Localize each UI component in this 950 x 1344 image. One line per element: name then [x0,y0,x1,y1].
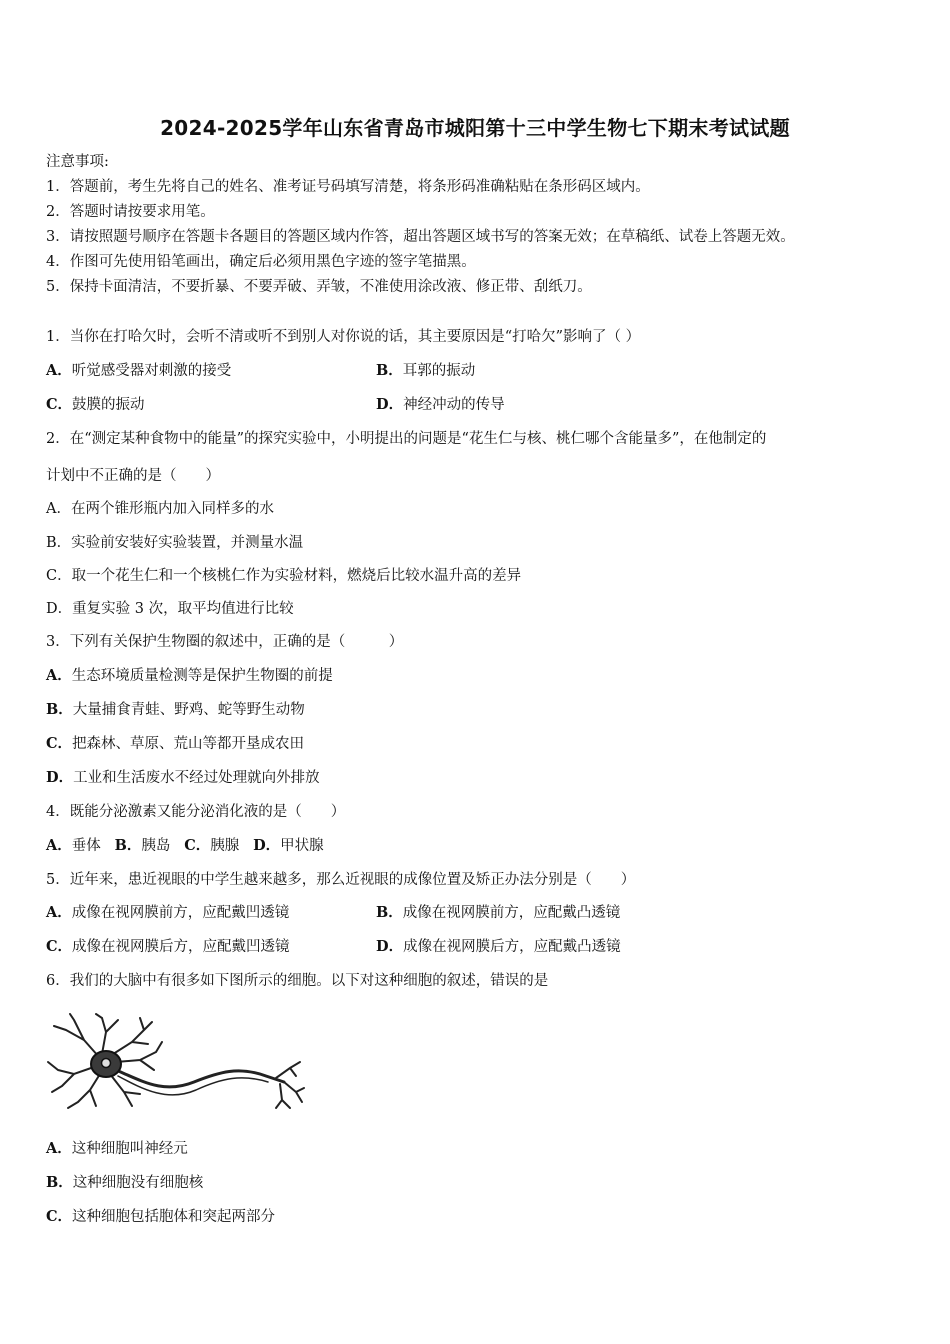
option-c: 胰腺 [210,838,240,854]
option-a: 垂体 [71,838,101,854]
option-c: 鼓膜的振动 [72,397,145,413]
option-c: C．把森林、草原、荒山等都开垦成农田 [46,735,305,752]
page-title: 2024-2025学年山东省青岛市城阳第十三中学生物七下期末考试试题 [160,116,790,140]
question-1-options-row-1 [46,361,906,381]
option-c: C．取一个花生仁和一个核桃仁作为实验材料，燃烧后比较水温升高的差异 [46,568,522,584]
question-5-stem: 5．近年来，患近视眼的中学生越来越多，那么近视眼的成像位置及矫正办法分别是（ ） [46,872,636,888]
neuron-diagram [44,1012,306,1112]
question-6-stem: 6．我们的大脑中有很多如下图所示的细胞。以下对这种细胞的叙述，错误的是 [46,973,549,989]
question-4-options: A．垂体 B．胰岛 C．胰腺 D．甲状腺 [46,837,324,854]
question-4-stem: 4．既能分泌激素又能分泌消化液的是（ ） [46,804,346,820]
option-a: A．生态环境质量检测等是保护生物圈的前提 [46,667,333,684]
notice-item: 2．答题时请按要求用笔。 [46,204,215,220]
question-5-options-row-1: A．成像在视网膜前方，应配戴凹透镜 B．成像在视网膜前方，应配戴凸透镜 [46,904,621,921]
option-label: A． [46,362,72,379]
option-label: C． [46,396,73,413]
question-1-stem: 1．当你在打哈欠时，会听不清或听不到别人对你说的话，其主要原因是“打哈欠”影响了（ ） [46,329,641,345]
option-d: 神经冲动的传导 [403,397,505,413]
notice-item: 5．保持卡面清洁，不要折暴、不要弄破、弄皱，不准使用涂改液、修正带、刮纸刀。 [46,279,592,295]
question-1-options-row-2 [46,395,906,415]
option-b: 耳郭的振动 [402,363,476,379]
option-a: 听觉感受器对刺激的接受 [71,363,232,379]
option-a: A．在两个锥形瓶内加入同样多的水 [46,501,274,517]
notice-item: 4．作图可先使用铅笔画出，确定后必须用黑色字迹的签字笔描黑。 [46,254,476,270]
option-d: D．重复实验 3 次，取平均值进行比较 [46,601,294,617]
option-d: D．工业和生活废水不经过处理就向外排放 [46,769,320,786]
question-2-stem-cont: 计划中不正确的是（ ） [46,468,220,484]
option-a: 成像在视网膜前方，应配戴凹透镜 [71,905,290,921]
notice-item: 3．请按照题号顺序在答题卡各题目的答题区域内作答，超出答题区域书写的答案无效；在草稿纸、试卷上答题无效。 [46,229,795,245]
option-d: 成像在视网膜后方，应配戴凸透镜 [403,939,621,955]
option-b: 成像在视网膜前方，应配戴凸透镜 [402,905,621,921]
option-b: B．实验前安装好实验装置，并测量水温 [46,535,304,551]
option-b: 胰岛 [141,838,171,854]
question-3-stem: 3．下列有关保护生物圈的叙述中，正确的是（ ） [46,634,404,650]
option-label: B． [376,362,403,379]
notice-item: 1．答题前，考生先将自己的姓名、准考证号码填写清楚，将条形码准确粘贴在条形码区域内。 [46,179,650,195]
option-c: C．这种细胞包括胞体和突起两部分 [46,1208,276,1225]
question-2-stem: 2．在“测定某种食物中的能量”的探究实验中，小明提出的问题是“花生仁与核、桃仁哪个含能量多”，在他制定的 [46,431,767,447]
option-a: A．这种细胞叫神经元 [46,1140,188,1157]
option-label: D． [376,396,404,413]
option-c: 成像在视网膜后方，应配戴凹透镜 [72,939,290,955]
option-d: 甲状腺 [280,838,324,854]
notice-heading: 注意事项: [46,154,109,170]
option-b: B．这种细胞没有细胞核 [46,1174,204,1191]
option-b: B．大量捕食青蛙、野鸡、蛇等野生动物 [46,701,305,718]
question-5-options-row-2: C．成像在视网膜后方，应配戴凹透镜 D．成像在视网膜后方，应配戴凸透镜 [46,938,621,955]
